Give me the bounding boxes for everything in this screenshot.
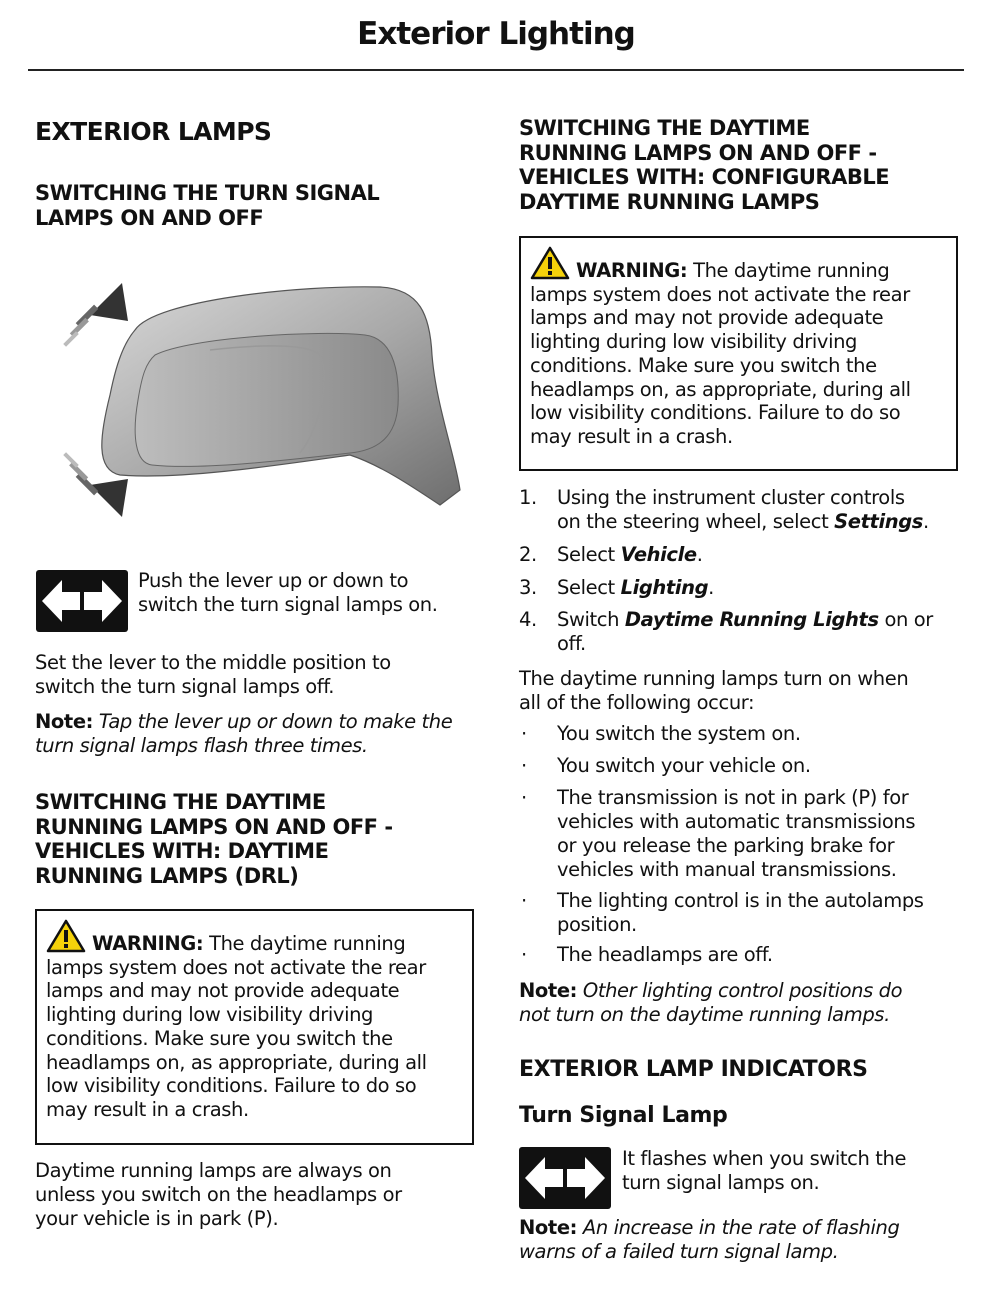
bullet-item: · The transmission is not in park (P) for vehicles with automatic transmissions or you release the parking brake for vehicles with manual transmissions. [521, 786, 916, 881]
section-heading-exterior-lamps: EXTERIOR LAMPS [35, 117, 272, 146]
warning-text: WARNING: The daytime running lamps system does not activate the rear lamps and may not provide adequate lighting during low visibility driving conditions. Make sure you switch the headlamps on, as appropriate, during all low visibility conditions. Failure to do so may result in a crash. [46, 919, 463, 1122]
heading-turn-signal-lamp: Turn Signal Lamp [519, 1103, 728, 1128]
step-item: 4. Switch Daytime Running Lights on or off. [519, 608, 933, 655]
bullet-item: · You switch the system on. [521, 722, 801, 745]
bullet-item: · The headlamps are off. [521, 943, 773, 966]
turn-signal-note: Note: Tap the lever up or down to make the turn signal lamps flash three times. [35, 710, 453, 757]
warning-box-configurable [519, 236, 958, 471]
heading-configurable-drl: SWITCHING THE DAYTIME RUNNING LAMPS ON AND OFF - VEHICLES WITH: CONFIGURABLE DAYTIME RUNNING LAMPS [519, 116, 890, 214]
heading-turn-signal: SWITCHING THE TURN SIGNAL LAMPS ON AND OFF [35, 181, 380, 230]
bullet-item: · The lighting control is in the autolamps position. [521, 889, 924, 936]
warning-triangle-icon [46, 919, 86, 953]
turn-indicator-text: It flashes when you switch the turn signal lamps on. [622, 1147, 907, 1194]
note-flashing-rate: Note: An increase in the rate of flashing warns of a failed turn signal lamp. [519, 1216, 900, 1263]
mirror-lever-illustration [60, 275, 470, 525]
heading-drl: SWITCHING THE DAYTIME RUNNING LAMPS ON AND OFF - VEHICLES WITH: DAYTIME RUNNING LAMPS (DRL) [35, 790, 393, 888]
turn-signal-indicator-icon [519, 1147, 611, 1209]
turn-signal-off-text: Set the lever to the middle position to switch the turn signal lamps off. [35, 651, 391, 698]
warning-text: WARNING: The daytime running lamps system does not activate the rear lamps and may not provide adequate lighting during low visibility driving conditions. Make sure you switch the headlamps on, as appropriate, during all low visibility conditions. Failure to do so may result in a crash. [530, 246, 947, 449]
page-title: Exterior Lighting [357, 16, 635, 52]
warning-box-drl [35, 909, 474, 1145]
turn-signal-instruction: Push the lever up or down to switch the turn signal lamps on. [138, 569, 438, 616]
step-item: 2. Select Vehicle. [519, 543, 703, 566]
turn-signal-icon [36, 570, 128, 632]
warning-triangle-icon [530, 246, 570, 280]
step-item: 3. Select Lighting. [519, 576, 714, 599]
conditions-intro: The daytime running lamps turn on when all of the following occur: [519, 667, 909, 714]
drl-always-on-text: Daytime running lamps are always on unless you switch on the headlamps or your vehicle is in park (P). [35, 1159, 402, 1230]
note-lighting-positions: Note: Other lighting control positions do not turn on the daytime running lamps. [519, 979, 903, 1026]
bullet-item: · You switch your vehicle on. [521, 754, 811, 777]
header-divider [28, 69, 964, 71]
heading-lamp-indicators: EXTERIOR LAMP INDICATORS [519, 1057, 868, 1082]
step-item: 1. Using the instrument cluster controls on the steering wheel, select Settings. [519, 486, 929, 533]
